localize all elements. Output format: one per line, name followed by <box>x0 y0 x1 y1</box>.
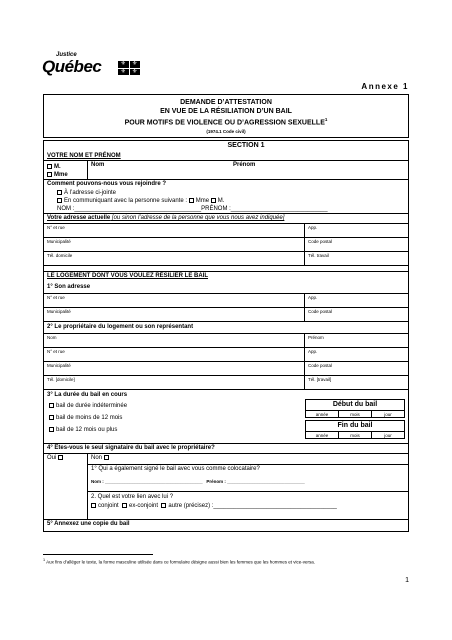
signatory-heading-row <box>44 444 408 454</box>
12-plus-checkbox[interactable] <box>49 427 54 432</box>
dwelling-address-question: 1° Son adresse <box>47 284 91 290</box>
prenom-label: Prénom <box>233 162 256 168</box>
owner-city-row <box>44 362 408 376</box>
under-12-checkbox[interactable] <box>49 415 54 420</box>
dwelling-street-field[interactable]: N° et rue <box>47 295 65 300</box>
oui-checkbox[interactable] <box>58 455 63 460</box>
current-address-city-row <box>44 238 408 252</box>
owner-phone-home-field[interactable]: Tél. [domicile] <box>47 377 75 382</box>
current-phone-row <box>44 252 408 266</box>
dwelling-city-row <box>44 308 408 322</box>
owner-street-row <box>44 348 408 362</box>
title-line-2: EN VUE DE LA RÉSILIATION D’UN BAIL <box>160 107 292 115</box>
contact-name-line[interactable]: NOM :______________________________________PRÉNOM :_____________________________ <box>57 206 328 212</box>
owner-app-field[interactable]: App. <box>304 348 408 361</box>
page-number: 1 <box>405 577 409 584</box>
owner-street-field[interactable]: N° et rue <box>47 349 65 354</box>
relationship-question: 2. Quel est votre lien avec lui ? <box>91 494 174 500</box>
m-checkbox[interactable] <box>47 164 52 169</box>
autre-checkbox[interactable] <box>161 503 166 508</box>
dwelling-heading-row <box>44 272 408 294</box>
owner-phone-work-field[interactable]: Tél. [travail] <box>304 376 408 389</box>
nom-prenom-heading: VOTRE NOM ET PRÉNOM <box>47 153 121 159</box>
current-address-heading: Votre adresse actuelle [ou sinon l’adresse de la personne que vous nous avez indiquée] <box>47 215 285 221</box>
current-app-field[interactable]: App. <box>304 224 408 237</box>
cotenant-question: 1° Qui a également signé le bail avec vous comme colocataire? <box>91 466 260 472</box>
signatory-non-cell <box>87 454 408 519</box>
conjoint-checkbox[interactable] <box>91 503 96 508</box>
lease-end-label: Fin du bail <box>306 421 404 432</box>
civilite-m[interactable]: M. <box>47 164 61 170</box>
address-checkbox[interactable] <box>57 190 62 195</box>
current-street-field[interactable]: N° et rue <box>47 225 65 230</box>
person-checkbox[interactable] <box>57 198 62 203</box>
indeterminate-checkbox[interactable] <box>49 403 54 408</box>
lease-start-box[interactable]: Début du bail année mois jour <box>305 399 405 418</box>
owner-phone-row <box>44 376 408 390</box>
logo-justice-text: Justice <box>56 52 77 58</box>
lease-option-12-plus[interactable]: bail de 12 mois ou plus <box>49 427 117 433</box>
owner-city-field[interactable]: Municipalité <box>47 363 71 368</box>
civilite-mme[interactable]: Mme <box>47 172 68 178</box>
owner-postal-field[interactable]: Code postal <box>304 362 408 375</box>
title-line-3: POUR MOTIFS DE VIOLENCE OU D’AGRESSION SEXUELLE$^1$ <box>124 117 328 127</box>
oui-option[interactable]: Oui <box>47 455 65 461</box>
lease-copy-row <box>44 520 408 531</box>
current-phone-home-field[interactable]: Tél. domicile <box>47 253 73 258</box>
contact-m-checkbox[interactable] <box>211 198 216 203</box>
dwelling-street-row <box>44 294 408 308</box>
current-phone-work-field[interactable]: Tél. travail <box>304 252 408 265</box>
fleurdelise-flag-icon: ⚜ ⚜ ⚜ ⚜ <box>118 61 140 75</box>
owner-heading-row <box>44 322 408 334</box>
contact-mme-checkbox[interactable] <box>189 198 194 203</box>
dwelling-app-field[interactable]: App. <box>304 294 408 307</box>
owner-firstname-field[interactable]: Prénom <box>304 334 408 347</box>
title-subtitle: (1974.1 Code civil) <box>206 128 246 134</box>
signatory-row <box>44 454 408 520</box>
non-option[interactable]: Non <box>88 454 408 465</box>
signatory-oui-cell[interactable] <box>44 454 87 519</box>
civilite-cell <box>44 161 87 179</box>
contact-option-address[interactable]: À l’adresse ci-jointe <box>57 190 116 196</box>
dwelling-heading: LE LOGEMENT DONT VOUS VOULEZ RÉSILIER LE BAIL <box>47 273 209 279</box>
contact-row <box>44 180 408 214</box>
lease-option-under-12[interactable]: bail de moins de 12 mois <box>49 415 122 421</box>
dwelling-city-field[interactable]: Municipalité <box>47 309 71 314</box>
lease-end-box[interactable]: Fin du bail année mois jour <box>305 420 405 439</box>
lease-start-label: Début du bail <box>306 400 404 411</box>
lease-copy-instruction: 5° Annexez une copie du bail <box>47 521 130 527</box>
contact-option-person[interactable]: En communiquant avec la personne suivante : Mme M. <box>57 198 224 204</box>
cotenant-block <box>88 465 408 492</box>
form-title <box>43 94 409 138</box>
nom-label: Nom <box>91 162 105 168</box>
lease-option-indeterminate[interactable]: bail de durée indéterminée <box>49 403 127 409</box>
contact-question: Comment pouvons-nous vous rejoindre ? <box>47 181 167 187</box>
current-address-street-row <box>44 224 408 238</box>
footnote-separator <box>43 554 153 555</box>
owner-name-field[interactable]: Nom <box>47 335 57 340</box>
ex-conjoint-checkbox[interactable] <box>122 503 127 508</box>
signatory-question: 4° Êtes-vous le seul signataire du bail avec le propriétaire? <box>47 445 215 451</box>
footnote: $^1$ Aux fins d’alléger le texte, la forme masculine utilisée dans ce formulaire désigne aussi bien les femmes que les hommes et vice-versa. <box>43 558 315 565</box>
section-title: SECTION 1 <box>227 142 265 149</box>
logo-quebec-text: Québec <box>42 57 102 76</box>
owner-question: 2° Le propriétaire du logement ou son représentant <box>47 324 194 330</box>
annexe-label: Annexe 1 <box>361 82 409 91</box>
dwelling-postal-field[interactable]: Code postal <box>304 308 408 321</box>
current-postal-field[interactable]: Code postal <box>304 238 408 251</box>
relationship-block <box>88 492 408 520</box>
current-address-heading-row <box>44 214 408 224</box>
form-body <box>43 140 409 532</box>
cotenant-name-line[interactable]: Nom : _______________________________________ Prénom : _______________________________ <box>91 479 305 484</box>
non-checkbox[interactable] <box>104 455 109 460</box>
owner-name-row <box>44 334 408 348</box>
nom-field[interactable] <box>87 161 230 179</box>
mme-checkbox[interactable] <box>47 172 52 177</box>
lease-duration-row <box>44 390 408 444</box>
section-1-header <box>44 141 408 161</box>
current-city-field[interactable]: Municipalité <box>47 239 71 244</box>
lease-duration-question: 3° La durée du bail en cours <box>47 392 128 398</box>
title-line-1: DEMANDE D’ATTESTATION <box>180 99 272 106</box>
prenom-field[interactable] <box>230 161 408 179</box>
nom-prenom-row <box>44 161 408 180</box>
relationship-options[interactable]: conjoint ex-conjoint autre (précisez) :_____________________________________ <box>91 503 337 509</box>
